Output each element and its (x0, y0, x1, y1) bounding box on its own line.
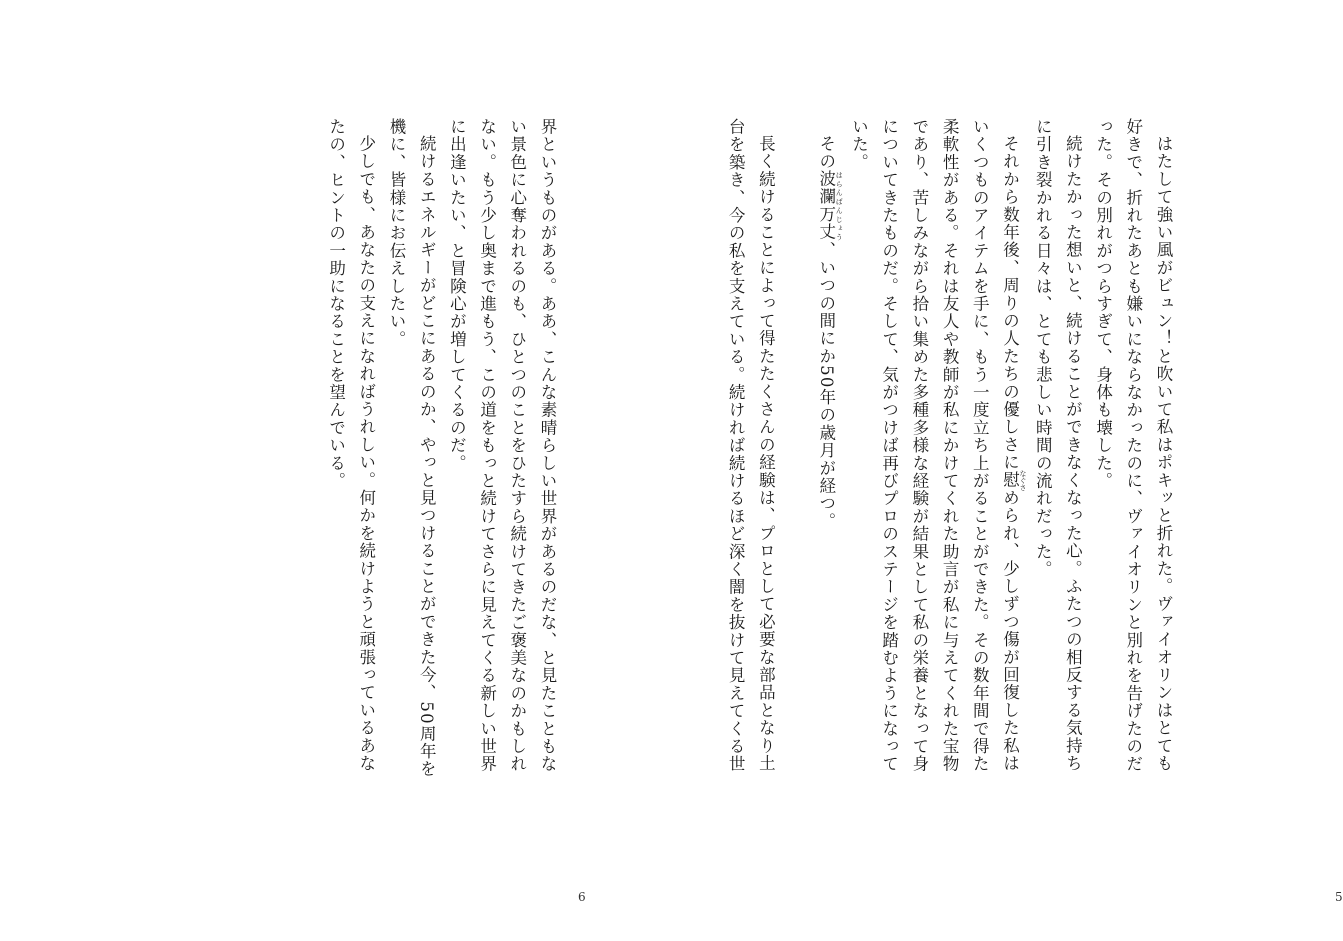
paragraph-text: それから数年後、周りの人たちの優しさに (1000, 134, 1020, 471)
paragraph-text: 、いつの間にか50年の歳月が経つ。 (816, 240, 836, 530)
page-5-body (728, 118, 1178, 778)
ruby-reading: はらんばんじょう (835, 169, 844, 241)
paragraph-text: その (816, 134, 836, 170)
page-6 (0, 0, 640, 941)
paragraph-text: められ、少しずつ傷が回復した私はいくつものアイテムを手に、もう一度立ち上がることができた。その数年間で得た柔軟性がある。それは友人や教師が私にかけてくれた助言が私に与えてくれた宝物であり、苦しみながら拾い集めた多種多様な経験が結果として私の栄養となって身についてきたものだ。そして、気がつけば再びプロのステージを踏むようになっていた。 (849, 118, 1020, 773)
paragraph: 続けたかった想いと、続けることができなくなった心。ふたつの相反する気持ちに引き裂かれる日々は、とても悲しい時間の流れだった。 (1033, 118, 1083, 772)
page-number: 5 (1335, 890, 1343, 904)
ruby-annotation (816, 169, 844, 241)
page-6-body (326, 118, 562, 778)
ruby-base: 波瀾万丈 (816, 169, 836, 241)
ruby-annotation (1000, 469, 1027, 491)
page-number: 6 (578, 890, 586, 904)
paragraph (811, 118, 844, 778)
ruby-base: 慰 (1000, 469, 1020, 491)
paragraph (843, 118, 1027, 778)
section-break (780, 118, 810, 778)
paragraph: 少しでも、あなたの支えになればうれしい。何かを続けようと頑張っているあなたの、ヒントの一助になることを望んでいる。 (326, 118, 376, 772)
page-5 (640, 0, 1343, 941)
paragraph: 長く続けることによって得たたくさんの経験は、プロとして必要な部品となり土台を築き、今の私を支えている。続ければ続けるほど深く闇を抜けて見えてくる世 (726, 118, 776, 773)
paragraph: はたして強い風がビュン！と吹いて私はポキッと折れた。ヴァイオリンはとても好きで、折れたあとも嫌いにならなかったのに、ヴァイオリンと別れを告げたのだった。その別れがつらすぎて、身体も壊した。 (1093, 118, 1173, 773)
paragraph: 界というものがある。ああ、こんな素晴らしい世界があるのだな、と見たこともない景色に心奪われるのも、ひとつのことをひたすら続けてきたご褒美なのかもしれない。もう少し奥まで進もう、この道をもっと続けてさらに見えてくる新しい世界に出逢いたい、と冒険心が増してくるのだ。 (447, 118, 557, 773)
ruby-reading: なぐさ (1018, 469, 1027, 491)
paragraph: 続けるエネルギーがどこにあるのか、やっと見つけることができた今、50周年を機に、皆様にお伝えしたい。 (386, 118, 437, 778)
